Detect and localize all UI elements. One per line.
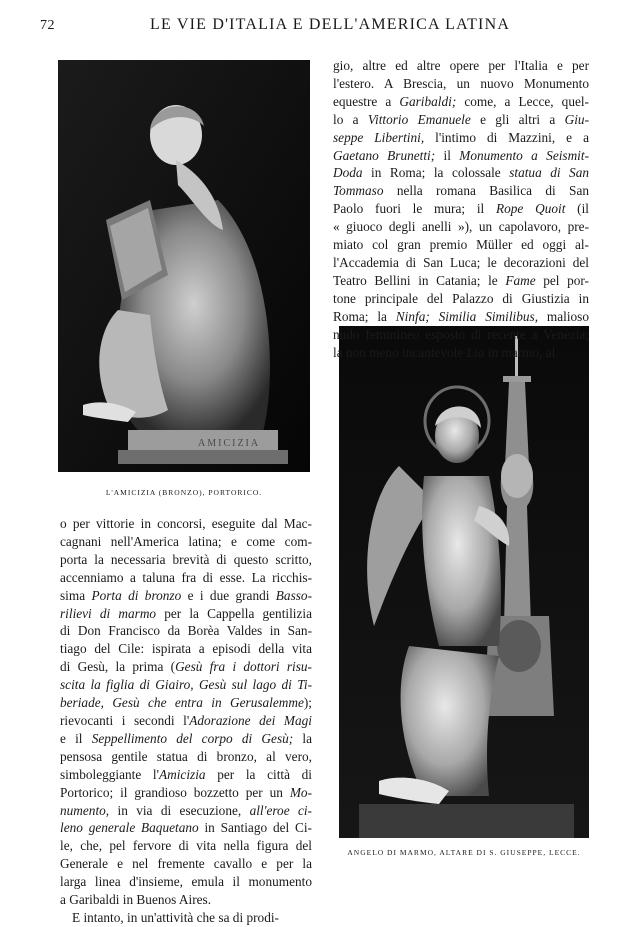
italic-text: statua di San [509,165,589,181]
text-column-left [60,515,312,927]
text-line [60,819,312,837]
text-run: porta la necessaria brevità di questo scritto, [60,551,312,567]
text-run: le, che, pel fervore di vita nella figura del [60,838,312,854]
italic-text: all'eroe ci- [249,802,312,818]
text-run: simboleggiante l' [60,766,159,782]
text-line [60,837,312,855]
text-run: in Santiago del Ci- [198,820,312,836]
text-run: « giuoco degli anelli »), un capolavoro, pre- [333,219,589,235]
text-run: ); [303,695,312,711]
text-run: lo a [333,111,368,127]
text-run: come, a Lecce, quel- [456,93,589,109]
text-line [333,93,589,111]
text-run: l'Accademia di San Luca; le decorazioni del [333,254,589,270]
italic-text: Fame [505,272,536,288]
italic-text: Gaetano Brunetti; [333,147,436,163]
italic-text: leno generale Baquetano [60,820,199,836]
italic-text: Monumento a Seismit- [459,147,590,163]
text-line [60,587,312,605]
italic-text: Gesù fra i dottori risu- [175,659,312,675]
text-line [60,766,312,784]
text-line [333,272,589,290]
text-run: il [435,147,460,163]
text-line [60,730,312,748]
text-run: la non meno incantevole [333,344,467,360]
italic-text: Vittorio Emanuele [367,111,471,127]
text-line [60,515,312,533]
italic-text: Rope Quoit [496,201,566,217]
text-line [60,551,312,569]
text-run: (il [565,201,589,217]
text-line [333,111,589,129]
text-run: pensosa gentile statua di bronzo, al vero, [60,748,312,764]
text-run: e gli altri a [470,111,565,127]
text-run: miato col gran premio Müller ed oggi al- [333,237,589,253]
text-line [60,694,312,712]
italic-text: Porta di bronzo [91,587,182,603]
text-run: Generale e nel fremente cavallo e per la [60,856,312,872]
figure-caption: ANGELO DI MARMO, ALTARE DI S. GIUSEPPE, LECCE. [347,848,581,857]
text-run: per la Cappella gentilizia [156,605,312,621]
text-run: la [293,730,312,746]
text-line [60,855,312,873]
text-run: Portorico; il grandioso bozzetto per un [60,784,290,800]
text-run: tiago del Cile: ispirata a episodi della vita [60,641,312,657]
text-run: larga linea d'insieme, emula il monumento [60,874,312,890]
italic-text: Lia [466,344,485,360]
text-line [60,533,312,551]
text-line [333,200,589,218]
italic-text: Giu- [564,111,589,127]
base-inscription: AMICIZIA [198,438,261,449]
italic-text: Basso- [275,587,312,603]
italic-text: numento, [60,802,110,818]
text-line [333,308,589,326]
text-line [60,802,312,820]
text-run: Paolo fuori le mura; il [333,201,496,217]
text-run: a Garibaldi in Buenos Aires. [60,892,212,908]
marble-angel-illustration [339,326,589,838]
amicizia-statue-illustration [58,60,310,472]
text-line [60,748,312,766]
text-run: nudo femmineo esposto di recente a Venezia; [333,326,589,342]
italic-text: Doda [333,165,363,181]
text-line [333,218,589,236]
text-line [60,658,312,676]
text-line [60,873,312,891]
text-run: nella romana Basilica di San [383,183,589,199]
text-run: cagnani nell'America latina; e come com- [60,533,312,549]
marble-angel-photo [339,326,589,838]
text-run: per la città di [205,766,312,782]
text-run: gio, altre ed altre opere per l'Italia e per [333,58,589,73]
text-run: pel por- [535,272,589,288]
text-line [60,784,312,802]
text-run: in Roma; la colossale [362,165,510,181]
text-line [60,640,312,658]
text-line [333,75,589,93]
text-line [333,129,589,147]
text-run: e il [60,730,92,746]
text-run: in marmo, al [484,344,556,360]
running-head: LE VIE D'ITALIA E DELL'AMERICA LATINA [150,16,511,33]
text-line [60,569,312,587]
text-run: l'estero. A Brescia, un nuovo Monumento [333,75,589,91]
text-run: equestre a [333,93,400,109]
text-run: in via di esecuzione, [109,802,250,818]
italic-text: Amicizia [159,766,206,782]
text-line [333,290,589,308]
text-line [333,164,589,182]
italic-text: Ninfa; Similia Similibus, [395,308,539,324]
italic-text: scita la figlia di Giairo, Gesù sul lago di Ti- [60,677,312,693]
text-run: di Gesù, la prima ( [60,659,176,675]
italic-text: Adorazione dei Magi [189,712,312,728]
text-line [60,909,312,927]
italic-text: rilievi di marmo [60,605,157,621]
text-column-right [333,57,589,361]
amicizia-statue-photo [58,60,310,472]
page-number: 72 [40,18,55,33]
italic-text: Garibaldi; [399,93,457,109]
text-line [333,344,589,362]
text-run: l'intimo di Mazzini, e a [424,129,589,145]
text-line [333,326,589,344]
text-line [333,147,589,165]
text-run: malioso [538,308,590,324]
text-line [60,712,312,730]
italic-text: Tommaso [333,183,384,199]
text-run: rievocanti i secondi l' [60,712,190,728]
text-run: E intanto, in un'attività che sa di prodi- [72,909,279,925]
italic-text: beriade, Gesù che entra in Gerusalemme [60,695,304,711]
text-run: accenniamo a taluna fra di esse. La ricchis- [60,569,312,585]
text-line [60,676,312,694]
figure-caption: L'AMICIZIA (BRONZO), PORTORICO. [105,488,263,497]
text-run: o per vittorie in concorsi, eseguite dal Mac- [60,516,312,531]
text-line [60,622,312,640]
italic-text: Seppellimento del corpo di Gesù; [91,730,294,746]
text-run: di Don Francisco da Borèa Valdes in San- [60,623,312,639]
text-run: sima [60,587,92,603]
text-run: Teatro Bellini in Catania; le [333,272,506,288]
text-line [333,236,589,254]
text-run: tone principale del Palazzo di Giustizia in [333,290,589,306]
text-line [60,605,312,623]
italic-text: Mo- [289,784,312,800]
text-line [333,57,589,75]
italic-text: seppe Libertini, [333,129,425,145]
text-line [333,254,589,272]
text-run: Roma; la [333,308,396,324]
text-run: e i due grandi [181,587,276,603]
text-line [333,182,589,200]
